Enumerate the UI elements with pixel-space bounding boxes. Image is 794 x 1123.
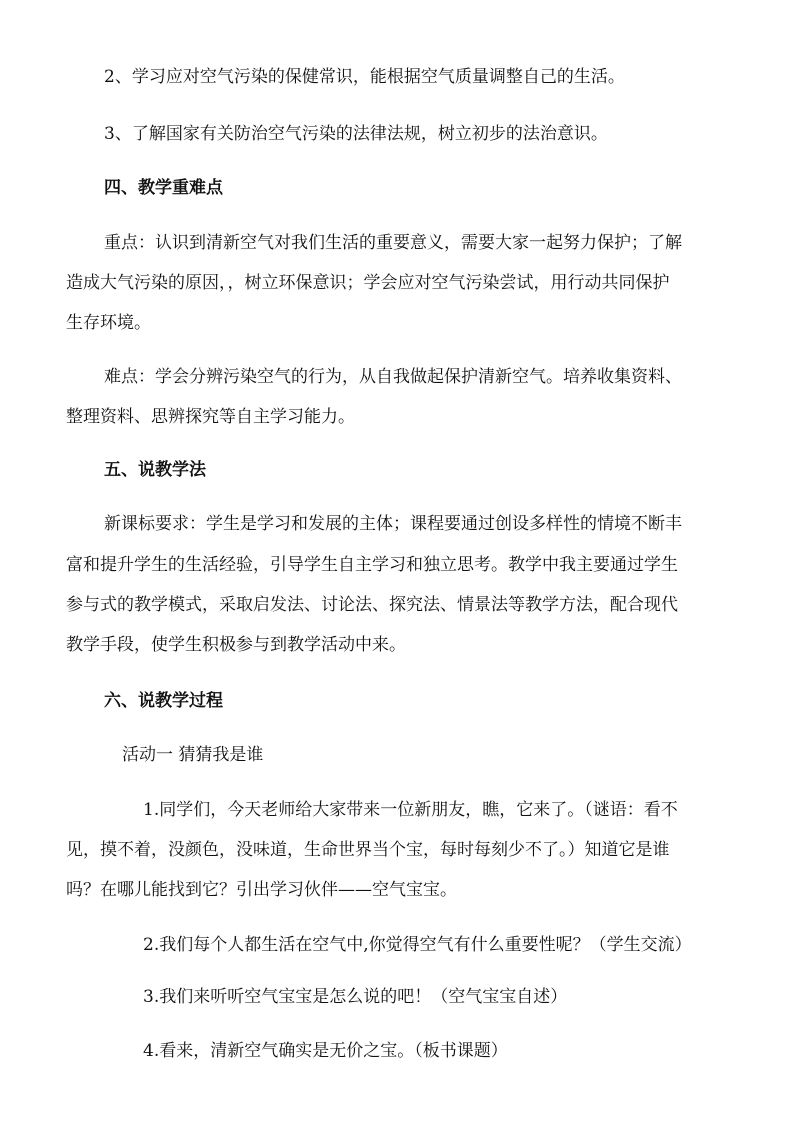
step-1-line: 1.同学们，今天老师给大家带来一位新朋友，瞧，它来了。（谜语：看不 (143, 800, 678, 820)
method-paragraph-line: 富和提升学生的生活经验，引导学生自主学习和独立思考。教学中我主要通过学生 (66, 555, 678, 575)
step-2-line: 2.我们每个人都生活在空气中,你觉得空气有什么重要性呢？（学生交流） (143, 935, 692, 955)
activity-title: 活动一 猜猜我是谁 (122, 745, 264, 765)
focus-paragraph-line: 生存环境。 (66, 313, 151, 333)
step-1-line: 见，摸不着，没颜色，没味道，生命世界当个宝，每时每刻少不了。）知道它是谁 (66, 840, 670, 860)
method-paragraph-line: 教学手段，使学生积极参与到教学活动中来。 (66, 635, 406, 655)
objective-item-3: 3、了解国家有关防治空气污染的法律法规，树立初步的法治意识。 (104, 124, 608, 144)
objective-item-2: 2、学习应对空气污染的保健常识，能根据空气质量调整自己的生活。 (104, 67, 625, 87)
focus-paragraph-line: 重点：认识到清新空气对我们生活的重要意义，需要大家一起努力保护；了解 (104, 233, 682, 253)
method-paragraph-line: 新课标要求：学生是学习和发展的主体；课程要通过创设多样性的情境不断丰 (104, 514, 682, 534)
difficulty-paragraph-line: 整理资料、思辨探究等自主学习能力。 (66, 407, 355, 427)
step-3-line: 3.我们来听听空气宝宝是怎么说的吧！（空气宝宝自述） (143, 987, 568, 1007)
method-paragraph-line: 参与式的教学模式，采取启发法、讨论法、探究法、情景法等教学方法，配合现代 (66, 595, 678, 615)
step-4-line: 4.看来，清新空气确实是无价之宝。（板书课题） (143, 1041, 508, 1061)
section-heading-teaching-process: 六、说教学过程 (104, 691, 223, 711)
focus-paragraph-line: 造成大气污染的原因，，树立环保意识；学会应对空气污染尝试，用行动共同保护 (66, 273, 670, 293)
section-heading-teaching-method: 五、说教学法 (104, 460, 206, 480)
step-1-line: 吗？在哪儿能找到它？引出学习伙伴——空气宝宝。 (66, 880, 457, 900)
difficulty-paragraph-line: 难点：学会分辨污染空气的行为，从自我做起保护清新空气。培养收集资料、 (104, 367, 682, 387)
section-heading-key-points: 四、教学重难点 (104, 178, 223, 198)
